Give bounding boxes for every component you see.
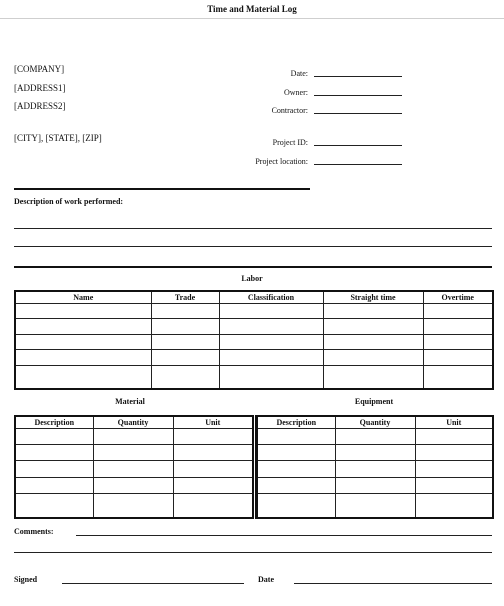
table-cell[interactable]	[15, 350, 151, 366]
material-table	[14, 415, 254, 519]
table-row	[15, 444, 253, 460]
project-id-field[interactable]	[314, 145, 402, 146]
table-cell[interactable]	[151, 303, 219, 319]
table-cell[interactable]	[323, 334, 423, 350]
owner-label: Owner:	[284, 88, 308, 97]
table-cell[interactable]	[151, 319, 219, 335]
table-cell[interactable]	[219, 350, 323, 366]
table-cell[interactable]	[15, 319, 151, 335]
city-state-zip: [CITY], [STATE], [ZIP]	[14, 133, 102, 143]
table-cell[interactable]	[257, 461, 335, 477]
labor-col-straight-time: Straight time	[323, 291, 423, 303]
labor-col-overtime: Overtime	[423, 291, 493, 303]
table-cell[interactable]	[323, 366, 423, 390]
table-cell[interactable]	[415, 477, 493, 493]
table-cell[interactable]	[323, 350, 423, 366]
title-bar	[0, 0, 504, 19]
labor-title: Labor	[241, 274, 263, 283]
table-cell[interactable]	[15, 461, 93, 477]
table-row	[15, 461, 253, 477]
table-cell[interactable]	[423, 366, 493, 390]
equipment-header-row	[257, 416, 493, 428]
table-cell[interactable]	[257, 493, 335, 518]
contractor-field[interactable]	[314, 113, 402, 114]
table-cell[interactable]	[219, 303, 323, 319]
table-cell[interactable]	[151, 366, 219, 390]
table-cell[interactable]	[15, 493, 93, 518]
table-cell[interactable]	[15, 366, 151, 390]
table-cell[interactable]	[323, 319, 423, 335]
header-separator	[14, 188, 310, 190]
labor-header-row	[15, 291, 493, 303]
labor-col-name: Name	[15, 291, 151, 303]
comments-label: Comments:	[14, 527, 54, 536]
table-cell[interactable]	[15, 334, 151, 350]
table-cell[interactable]	[173, 428, 253, 444]
table-cell[interactable]	[15, 444, 93, 460]
equipment-table	[256, 415, 494, 519]
table-cell[interactable]	[257, 444, 335, 460]
table-cell[interactable]	[423, 303, 493, 319]
material-col-unit: Unit	[173, 416, 253, 428]
table-cell[interactable]	[173, 461, 253, 477]
material-col-quantity: Quantity	[93, 416, 173, 428]
table-row	[15, 428, 253, 444]
equipment-col-quantity: Quantity	[335, 416, 415, 428]
table-cell[interactable]	[423, 334, 493, 350]
table-cell[interactable]	[93, 461, 173, 477]
table-cell[interactable]	[219, 334, 323, 350]
table-cell[interactable]	[173, 444, 253, 460]
company-name: [COMPANY]	[14, 64, 65, 74]
description-label: Description of work performed:	[14, 197, 124, 206]
comments-line-1[interactable]	[76, 535, 492, 536]
table-row	[15, 366, 493, 390]
page-title: Time and Material Log	[207, 4, 297, 14]
table-cell[interactable]	[323, 303, 423, 319]
table-cell[interactable]	[423, 350, 493, 366]
table-cell[interactable]	[415, 444, 493, 460]
equipment-title: Equipment	[354, 397, 394, 406]
table-row	[15, 319, 493, 335]
table-cell[interactable]	[173, 477, 253, 493]
table-cell[interactable]	[219, 366, 323, 390]
table-cell[interactable]	[335, 493, 415, 518]
table-cell[interactable]	[257, 428, 335, 444]
equipment-col-unit: Unit	[415, 416, 493, 428]
table-cell[interactable]	[335, 477, 415, 493]
description-separator	[14, 266, 492, 268]
table-cell[interactable]	[93, 428, 173, 444]
material-title: Material	[115, 397, 145, 406]
table-cell[interactable]	[335, 461, 415, 477]
signature-field[interactable]	[62, 583, 244, 584]
address-line-1: [ADDRESS1]	[14, 83, 66, 93]
comments-line-2[interactable]	[14, 552, 492, 553]
table-row	[15, 493, 253, 518]
table-cell[interactable]	[219, 319, 323, 335]
labor-col-classification: Classification	[219, 291, 323, 303]
table-cell[interactable]	[173, 493, 253, 518]
table-cell[interactable]	[151, 334, 219, 350]
project-location-field[interactable]	[314, 164, 402, 165]
table-cell[interactable]	[93, 444, 173, 460]
table-row	[257, 444, 493, 460]
table-cell[interactable]	[415, 428, 493, 444]
table-cell[interactable]	[335, 428, 415, 444]
material-col-description: Description	[15, 416, 93, 428]
project-location-label: Project location:	[255, 157, 308, 166]
project-id-label: Project ID:	[272, 138, 308, 147]
table-cell[interactable]	[15, 428, 93, 444]
table-row	[257, 477, 493, 493]
signature-date-label: Date	[258, 575, 274, 584]
table-cell[interactable]	[335, 444, 415, 460]
table-row	[15, 334, 493, 350]
table-cell[interactable]	[15, 303, 151, 319]
table-cell[interactable]	[423, 319, 493, 335]
table-row	[257, 428, 493, 444]
signed-label: Signed	[14, 575, 38, 584]
labor-table	[14, 290, 494, 390]
table-cell[interactable]	[151, 350, 219, 366]
signature-date-field[interactable]	[294, 583, 492, 584]
equipment-col-description: Description	[257, 416, 335, 428]
date-label: Date:	[290, 69, 308, 78]
material-header-row	[15, 416, 253, 428]
table-row	[15, 303, 493, 319]
table-cell[interactable]	[415, 493, 493, 518]
table-cell[interactable]	[93, 477, 173, 493]
table-row	[15, 477, 253, 493]
table-row	[15, 350, 493, 366]
description-line-1[interactable]	[14, 228, 492, 229]
table-row	[257, 493, 493, 518]
table-cell[interactable]	[93, 493, 173, 518]
address-line-2: [ADDRESS2]	[14, 101, 66, 111]
description-line-2[interactable]	[14, 246, 492, 247]
date-field[interactable]	[314, 76, 402, 77]
table-cell[interactable]	[415, 461, 493, 477]
labor-col-trade: Trade	[151, 291, 219, 303]
table-cell[interactable]	[15, 477, 93, 493]
table-cell[interactable]	[257, 477, 335, 493]
contractor-label: Contractor:	[271, 106, 308, 115]
table-row	[257, 461, 493, 477]
owner-field[interactable]	[314, 95, 402, 96]
